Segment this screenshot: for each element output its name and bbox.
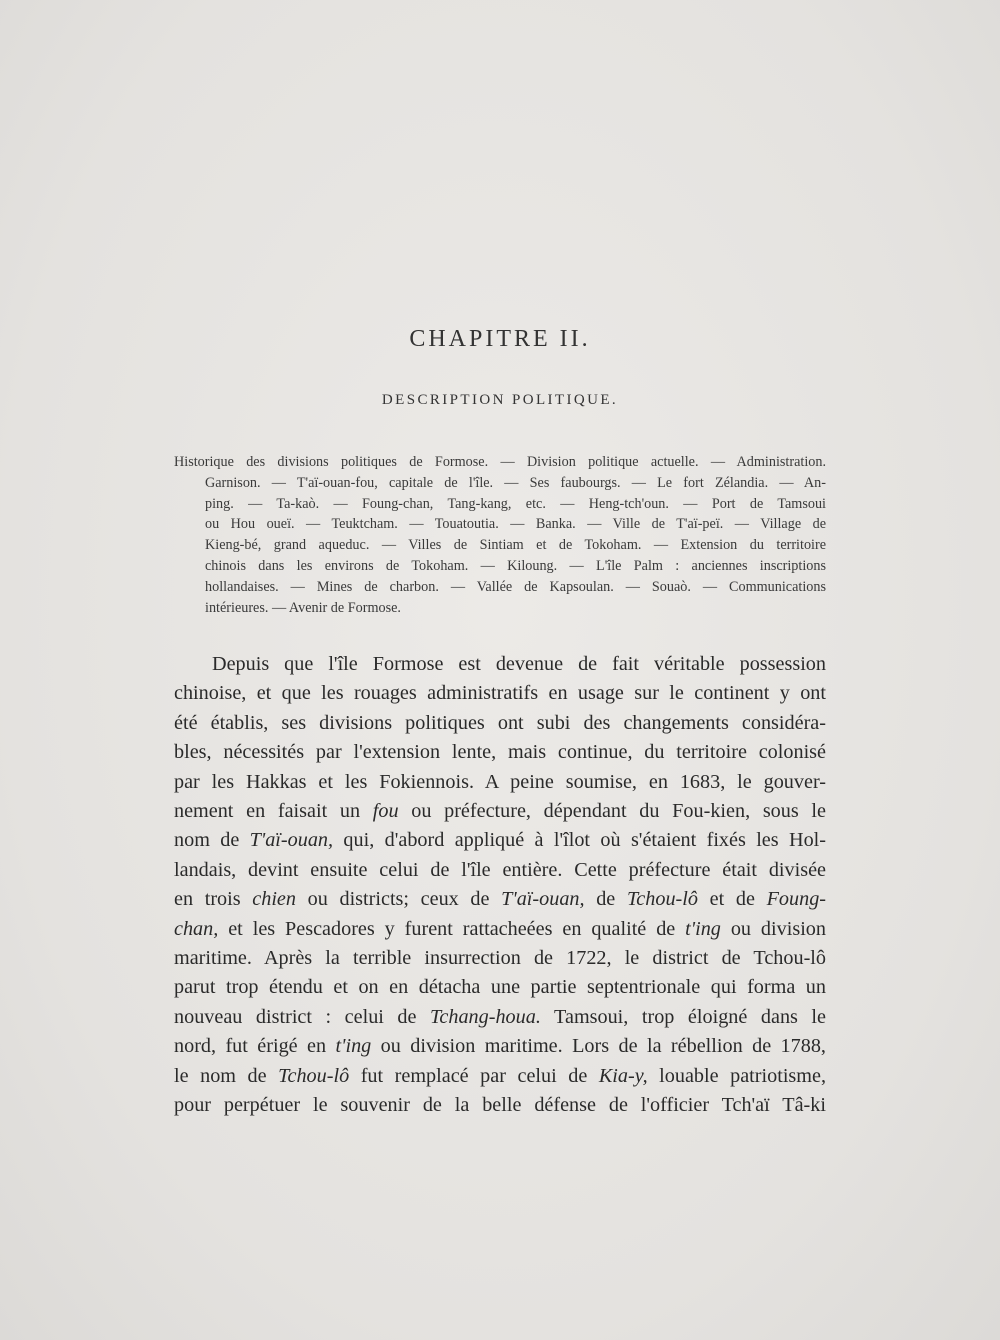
text-line xyxy=(174,1003,826,1032)
summary-line: chinois dans les environs de Tokoham. — Kiloung. — L'île Palm : anciennes inscriptions xyxy=(205,557,826,574)
text-line xyxy=(174,709,826,738)
chapter-summary xyxy=(174,452,826,618)
text-segment: bles, nécessités par l'extension lente, mais continue, du territoire colonisé xyxy=(174,741,826,764)
italic-term: chien xyxy=(252,888,296,911)
italic-term: Tchou-lô xyxy=(278,1064,350,1087)
text-line xyxy=(174,944,826,973)
text-segment: pour perpétuer le souvenir de la belle défense de l'officier Tch'aï Tâ-ki xyxy=(174,1094,826,1117)
italic-term: fou xyxy=(372,800,399,823)
text-line xyxy=(174,738,826,767)
text-segment: ou districts; ceux de xyxy=(295,888,502,911)
italic-term: T'aï-ouan, xyxy=(249,829,334,852)
summary-line: Kieng-bé, grand aqueduc. — Villes de Sintiam et de Tokoham. — Extension du territoire xyxy=(205,537,826,554)
italic-term: Kia-y, xyxy=(598,1064,648,1087)
italic-term: chan, xyxy=(174,917,219,940)
summary-line: ping. — Ta-kaò. — Foung-chan, Tang-kang, etc. — Heng-tch'oun. — Port de Tamsoui xyxy=(205,495,826,512)
text-line xyxy=(174,973,826,1002)
text-segment: été établis, ses divisions politiques ont subi des changements considéra- xyxy=(174,711,826,734)
summary-line: hollandaises. — Mines de charbon. — Vallée de Kapsoulan. — Souaò. — Communications xyxy=(205,578,826,595)
italic-term: Tchang-houa. xyxy=(430,1005,541,1028)
text-segment: nom de xyxy=(174,829,250,852)
text-line xyxy=(174,768,826,797)
text-segment: nouveau district : celui de xyxy=(174,1005,431,1028)
italic-term: T'aï-ouan, xyxy=(501,888,585,911)
text-segment: ou préfecture, dépendant du Fou-kien, sous le xyxy=(398,800,826,823)
text-segment: par les Hakkas et les Fokiennois. A peine soumise, en 1683, le gouver- xyxy=(174,770,826,793)
text-line xyxy=(174,1091,826,1120)
text-segment: de xyxy=(584,888,627,911)
text-line xyxy=(174,797,826,826)
text-line xyxy=(174,915,826,944)
text-segment: chinoise, et que les rouages administratifs en usage sur le continent y ont xyxy=(174,682,826,705)
italic-term: t'ing xyxy=(685,917,721,940)
italic-term: t'ing xyxy=(335,1035,372,1058)
text-segment: maritime. Après la terrible insurrection de 1722, le district de Tchou-lô xyxy=(174,947,826,970)
summary-line: Historique des divisions politiques de Formose. — Division politique actuelle. — Administration. xyxy=(174,454,826,470)
text-segment: nement en faisait un xyxy=(174,800,373,823)
text-line xyxy=(174,885,826,914)
chapter-title: CHAPITRE II. xyxy=(409,326,591,352)
text-segment: en trois xyxy=(174,888,253,911)
text-segment: Depuis que l'île Formose est devenue de fait véritable possession xyxy=(212,653,826,675)
text-segment: fut remplacé par celui de xyxy=(349,1064,599,1087)
text-segment: landais, devint ensuite celui de l'île entière. Cette préfecture était divisée xyxy=(174,858,826,881)
text-segment: Tamsoui, trop éloigné dans le xyxy=(540,1005,826,1028)
text-line xyxy=(174,679,826,708)
text-segment: ou division xyxy=(720,917,826,940)
text-segment: et les Pescadores y furent rattacheées en qualité de xyxy=(218,917,686,940)
summary-line: ou Hou oueï. — Teuktcham. — Touatoutia. — Banka. — Ville de T'aï-peï. — Village de xyxy=(205,516,826,533)
text-line xyxy=(174,1032,826,1061)
text-segment: ou division maritime. Lors de la rébellion de 1788, xyxy=(371,1035,826,1058)
italic-term: Foung- xyxy=(766,888,827,911)
text-segment: parut trop étendu et on en détacha une partie septentrionale qui forma un xyxy=(174,976,826,999)
body-text xyxy=(174,650,826,1121)
text-segment: nord, fut érigé en xyxy=(174,1035,336,1058)
text-segment: louable patriotisme, xyxy=(647,1064,826,1087)
text-line xyxy=(174,650,826,679)
text-segment: qui, d'abord appliqué à l'îlot où s'étaient fixés les Hol- xyxy=(333,829,826,852)
section-title: DESCRIPTION POLITIQUE. xyxy=(381,392,619,408)
text-line xyxy=(174,826,826,855)
text-segment: et de xyxy=(697,888,767,911)
text-line xyxy=(174,1062,826,1091)
summary-line: Garnison. — T'aï-ouan-fou, capitale de l'île. — Ses faubourgs. — Le fort Zélandia. — An- xyxy=(205,474,826,491)
italic-term: Tchou-lô xyxy=(626,888,698,911)
text-segment: le nom de xyxy=(174,1064,279,1087)
text-line xyxy=(174,856,826,885)
summary-line: intérieures. — Avenir de Formose. xyxy=(205,599,401,616)
